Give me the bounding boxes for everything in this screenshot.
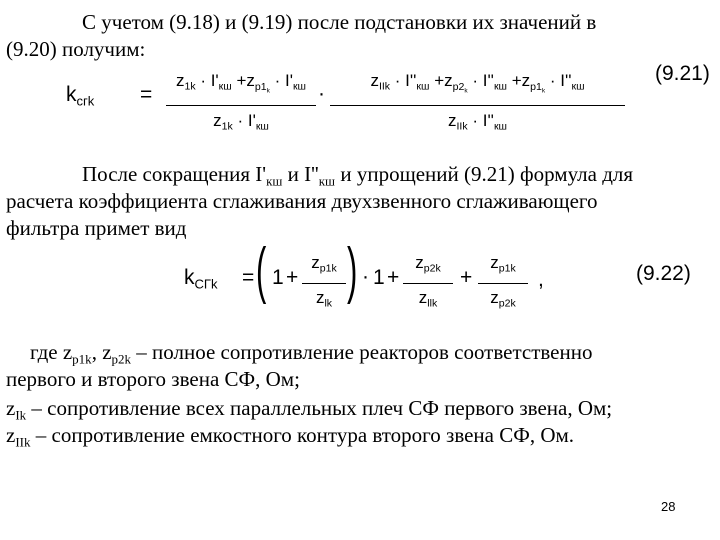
one-1: 1: [272, 266, 284, 289]
comma: ,: [538, 268, 544, 291]
middle-line-3: фильтра примет вид: [6, 216, 187, 240]
equals-sign-2: =: [242, 266, 255, 289]
defs-line-4: $z_{IIk}$ – сопротивление емкостного контура второго звена СФ, Ом.: [6, 423, 575, 450]
fraction-f1: $z_{p1k}$ $z_{lk}$: [302, 252, 346, 314]
fraction-1-denominator: $z_{1k} \cdot I'_{кш}$: [213, 110, 269, 133]
intro-line-2: (9.20) получим:: [6, 37, 146, 61]
left-paren-1: (: [256, 236, 267, 305]
defs-line-2: первого и второго звена СФ, Ом;: [6, 367, 300, 391]
equation-number-9-22: (9.22): [636, 262, 691, 285]
fraction-2-numerator: $z_{IIk} \cdot I''_{кш} +z_{p2_k} \cdot I''_{кш} +z_{p1_k} \cdot I''_{кш}$: [370, 71, 585, 94]
page-number: 28: [661, 499, 676, 514]
fraction-2: [330, 70, 625, 138]
middle-line-1: После сокращения $I'_{кш}$ и $I''_{кш}$ и упрощений (9.21) формула для: [82, 162, 634, 189]
equation-number-9-21: (9.21): [655, 62, 710, 85]
fraction-2-denominator: $z_{IIk} \cdot I''_{кш}$: [447, 110, 507, 133]
plus-1: +: [286, 266, 299, 289]
intro-line-1: С учетом (9.18) и (9.19) после подстановки их значений в: [82, 10, 597, 34]
fraction-1: [166, 70, 316, 138]
equation-9-21-lhs: $k_{сгk}$: [66, 83, 95, 109]
defs-line-1: где $z_{p1k}$, $z_{p2k}$ – полное сопротивление реакторов соответственно: [30, 340, 593, 367]
fraction-1-numerator: $z_{1k} \cdot I'_{кш} +z_{p1_k} \cdot I'_{кш}$: [175, 71, 307, 94]
right-paren-1: ): [347, 236, 358, 305]
middle-line-2: расчета коэффициента сглаживания двухзвенного сглаживающего: [6, 189, 598, 213]
multiply-dot-2: ·: [362, 265, 369, 288]
one-2: 1: [373, 266, 385, 289]
fraction-f2: $z_{p2k}$ $z_{llk}$: [403, 252, 453, 314]
defs-line-3: $z_{Ik}$ – сопротивление всех параллельных плеч СФ первого звена, Ом;: [6, 396, 613, 423]
fraction-f3: $z_{p1k}$ $z_{p2k}$: [478, 252, 528, 314]
equation-9-22-lhs: $k_{СГk}$: [184, 266, 218, 292]
equals-sign: =: [140, 83, 153, 106]
plus-3: +: [460, 266, 473, 289]
multiply-dot: ·: [318, 82, 325, 105]
plus-2: +: [387, 266, 400, 289]
